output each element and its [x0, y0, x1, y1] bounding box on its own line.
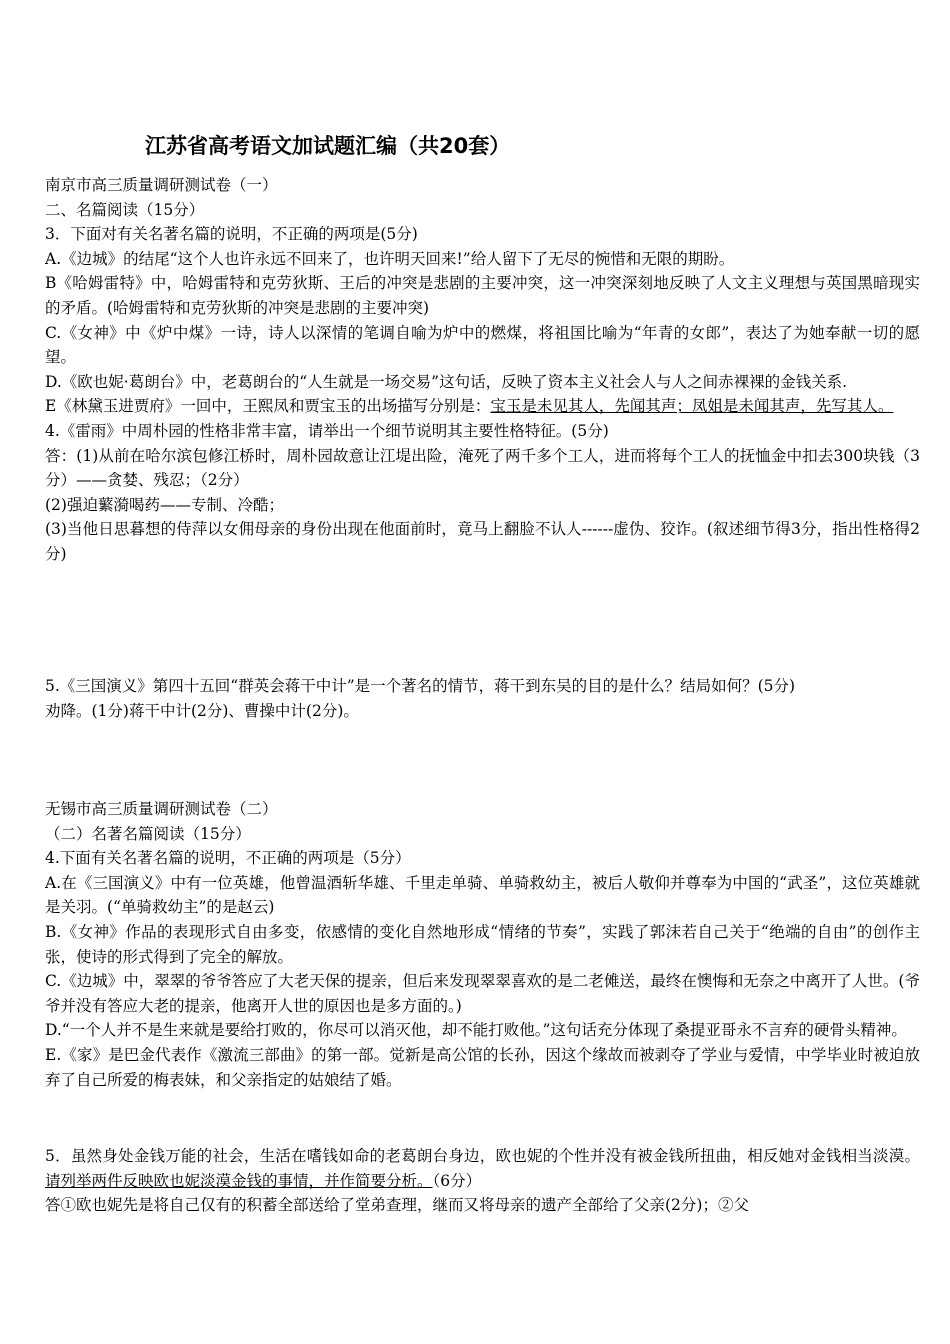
part-heading: 二、名篇阅读（15分） — [45, 200, 205, 219]
question-3: 3．下面对有关名著名篇的说明，不正确的两项是(5分) — [45, 225, 418, 244]
option-4a: A.在《三国演义》中有一位英雄，他曾温酒斩华雄、千里走单骑、单骑救幼主，被后人敬仰并尊奉为中国的“武圣”，这位英雄就是关羽。(“单骑救幼主”的是赵云) — [45, 873, 920, 917]
question-5 — [45, 1144, 920, 1193]
question-5: 5.《三国演义》第四十五回“群英会蒋干中计”是一个著名的情节，蒋干到东吴的目的是什么？结局如何？(5分) — [45, 677, 796, 695]
question-5-points: （6分） — [432, 1171, 482, 1190]
option-3c: C.《女神》中《炉中煤》一诗，诗人以深情的笔调自喻为炉中的燃煤，将祖国比喻为“年青的女郎”，表达了为她奉献一切的愿望。 — [45, 323, 920, 367]
answer-4-2: (2)强迫蘩漪喝药——专制、冷酷； — [45, 495, 284, 514]
question-4: 4.《雷雨》中周朴园的性格非常丰富，请举出一个细节说明其主要性格特征。(5分) — [45, 421, 609, 440]
section-nanjing-q5 — [45, 674, 920, 723]
option-4c: C.《边城》中，翠翠的爷爷答应了大老天保的提亲，但后来发现翠翠喜欢的是二老傩送，最终在懊悔和无奈之中离开了人世。(爷爷并没有答应大老的提亲，他离开人世的原因也是多方面的。) — [45, 972, 920, 1015]
option-3e-underlined: 宝玉是未见其人，先闻其声；凤姐是未闻其声，先写其人。 — [490, 397, 894, 416]
section-heading: 无锡市高三质量调研测试卷（二） — [45, 800, 278, 818]
section-heading: 南京市高三质量调研测试卷（一） — [45, 176, 278, 194]
option-4d: D.“一个人并不是生来就是要给打败的，你尽可以消灭他，却不能打败他。”这句话充分体现了桑提亚哥永不言弃的硬骨头精神。 — [45, 1021, 907, 1040]
question-5-underlined: 请列举两件反映欧也妮淡漠金钱的事情，并作简要分析。 — [45, 1171, 433, 1190]
option-3d: D.《欧也妮·葛朗台》中，老葛朗台的“人生就是一场交易”这句话，反映了资本主义社会人与人之间赤裸裸的金钱关系. — [45, 372, 848, 391]
question-5-text: 5．虽然身处金钱万能的社会，生活在嗜钱如命的老葛朗台身边，欧也妮的个性并没有被金钱所扭曲，相反她对金钱相当淡漠。 — [45, 1147, 920, 1165]
answer-5: 劝降。(1分)蒋干中计(2分)、曹操中计(2分)。 — [45, 701, 359, 720]
section-wuxi-q5 — [45, 1144, 920, 1218]
question-4: 4.下面有关名著名篇的说明，不正确的两项是（5分） — [45, 849, 411, 868]
option-3a: A.《边城》的结尾“这个人也许永远不回来了，也许明天回来!”给人留下了无尽的惋惜和无限的期盼。 — [45, 249, 735, 268]
part-heading: （二）名著名篇阅读（15分） — [45, 824, 251, 843]
section-nanjing — [45, 173, 920, 567]
option-3e-text: E《林黛玉进贾府》一回中，王熙凤和贾宝玉的出场描写分别是： — [45, 397, 491, 416]
option-4b: B.《女神》作品的表现形式自由多变，依感情的变化自然地形成“情绪的节奏”，实践了郭沫若自己关于“绝端的自由”的创作主张，使诗的形式得到了完全的解放。 — [45, 922, 920, 966]
answer-5: 答①欧也妮先是将自己仅有的积蓄全部送给了堂弟查理，继而又将母亲的遗产全部给了父亲(2分)；②父 — [45, 1196, 749, 1215]
document-title: 江苏省高考语文加试题汇编（共20套） — [145, 134, 511, 158]
option-3e — [45, 394, 920, 419]
option-3b: B《哈姆雷特》中，哈姆雷特和克劳狄斯、王后的冲突是悲剧的主要冲突，这一冲突深刻地反映了人文主义理想与英国黑暗现实的矛盾。(哈姆雷特和克劳狄斯的冲突是悲剧的主要冲突) — [45, 274, 920, 317]
section-wuxi — [45, 797, 920, 1092]
answer-4-3: (3)当他日思暮想的侍萍以女佣母亲的身份出现在他面前时，竟马上翻脸不认人------虚伪、狡诈。(叙述细节得3分，指出性格得2分) — [45, 520, 920, 563]
answer-4-1: 答：(1)从前在哈尔滨包修江桥时，周朴园故意让江堤出险，淹死了两千多个工人，进而将每个工人的抚恤金中扣去300块钱（3分）——贪婪、残忍；（2分） — [45, 446, 920, 490]
option-4e: E.《家》是巴金代表作《激流三部曲》的第一部。觉新是高公馆的长孙，因这个缘故而被剥夺了学业与爱情，中学毕业时被迫放弃了自己所爱的梅表妹，和父亲指定的姑娘结了婚。 — [45, 1045, 920, 1089]
